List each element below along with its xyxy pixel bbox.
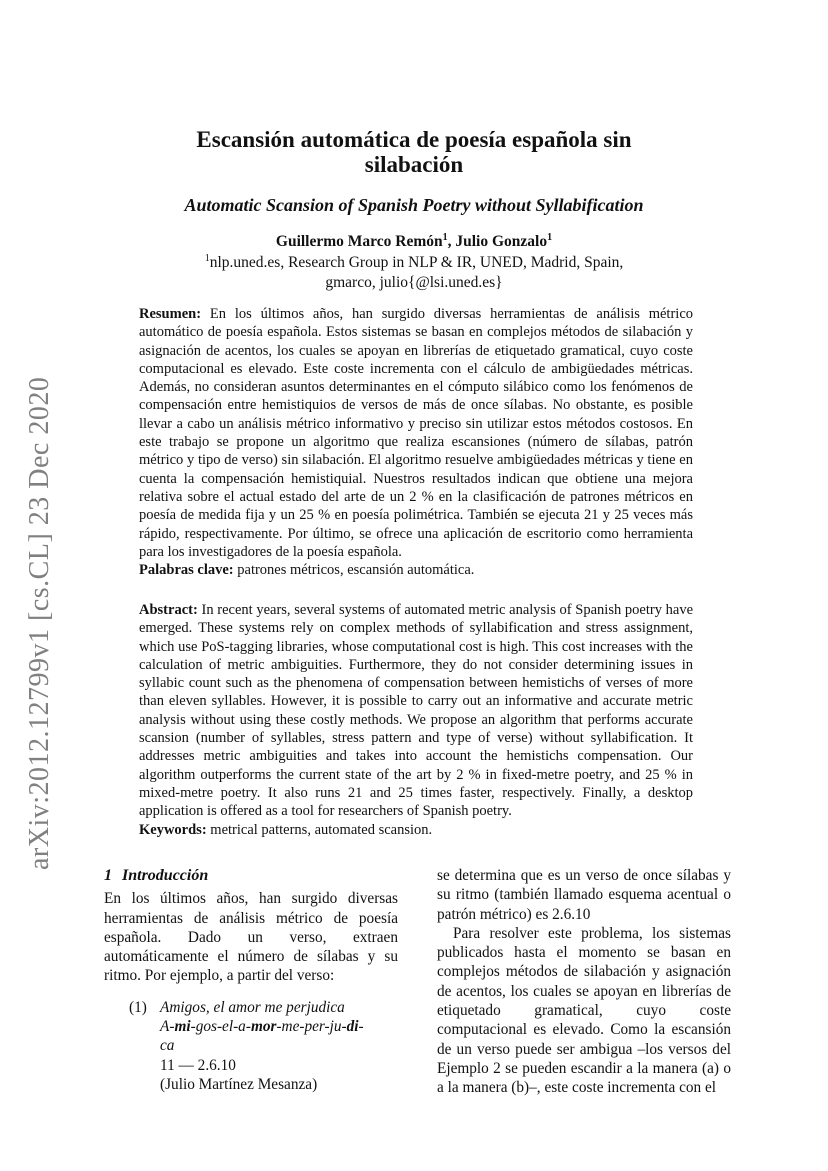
section-title: Introducción (122, 867, 209, 884)
section-heading (104, 866, 398, 885)
stressed-syllable: mi (174, 1018, 191, 1036)
right-paragraph-2: Para resolver este problema, los sistemas publicados hasta el momento se basan en complejos métodos de silabación y asignación de acentos, los cuales se apoyan en librerías de etiquetado gramatical, cuyo coste computacional es elevado. Como la escansión de un verso puede ser ambigua –los versos del Ejemplo 2 se pueden escandir a la manera (a) o a la manera (b)–, este coste incrementa con el (437, 924, 731, 1097)
intro-paragraph: En los últimos años, han surgido diversas herramientas de análisis métrico de poesía española. Dado un verso, extraen automáticamente el número de sílabas y su ritmo. Por ejemplo, a partir del verso: (104, 890, 398, 985)
stressed-syllable: mor (250, 1018, 277, 1036)
abstract-label: Abstract: (139, 602, 198, 618)
abstract-text: In recent years, several systems of automated metric analysis of Spanish poetry have emerged. These systems rely on complex methods of syllabification and stress assignment, which use PoS-tagging libraries, whose computational cost is high. This cost increases with the calculation of metric ambiguities. Furthermore, they do not consider determining issues in syllabic count such as the phenomena of compensation between hemistichs of verses of more than eleven syllables. However, it is possible to carry out an informative and accurate metric analysis without using these costly methods. We propose an algorithm that performs accurate scansion (number of syllables, stress pattern and type of verse) without syllabification. It addresses metric ambiguities and takes into account the hemistichs compensation. Our algorithm outperforms the current state of the art by 2 % in fixed-metre poetry, and 25 % in mixed-metre poetry. It also runs 21 and 25 times faster, respectively. Finally, a desktop application is offered as a tool for researchers of Spanish poetry. (139, 602, 694, 820)
title-line-1: Escansión automática de poesía española sin (196, 127, 632, 152)
resumen-paragraph (139, 305, 693, 561)
palabras-clave-label: Palabras clave: (139, 562, 234, 579)
author-name: Guillermo Marco Remón (275, 233, 443, 250)
author-name: Julio Gonzalo (455, 233, 548, 250)
author-affiliation-mark: 1 (442, 231, 448, 243)
example-author: (Julio Martínez Mesanza) (160, 1075, 318, 1093)
example-1 (104, 998, 398, 1094)
example-metric: 11 — 2.6.10 (160, 1056, 236, 1074)
abstract-block (139, 601, 693, 839)
arxiv-identifier: arXiv:2012.12799v1 [cs.CL] 23 Dec 2020 (24, 376, 55, 870)
author-list (0, 233, 828, 251)
paper-subtitle-english: Automatic Scansion of Spanish Poetry without Syllabification (184, 195, 644, 215)
syllable-segment: -gos-el-a- (190, 1018, 251, 1036)
affiliation-emails: gmarco, julio{@lsi.uned.es} (325, 274, 503, 291)
resumen-text: En los últimos años, han surgido diversas herramientas de análisis métrico automático de poesía española. Estos sistemas se basan en complejos métodos de silabación y asignación de acentos, los cuales se apoyan en librerías de etiquetado gramatical, cuyo coste computacional es elevado. Este coste incrementa con el cálculo de ambigüedades métricas. Además, no consideran asuntos determinantes en el cómputo silábico como los fenómenos de compensación entre hemistiquios de versos de más de once sílabas. No obstante, es posible llevar a cabo un análisis métrico informativo y preciso sin utilizar estos métodos costosos. En este trabajo se propone un algoritmo que realiza escansiones (número de sílabas, patrón métrico y tipo de verso) sin silabación. El algoritmo resuelve ambigüedades métricas y tiene en cuenta la compensación hemistiquial. Nuestros resultados indican que obtiene una mejora relativa sobre el actual estado del arte de un 2 % en la clasificación de patrones métricos en poesía de medida fija y un 25 % en poesía polimétrica. También se ejecuta 21 y 25 veces más rápido, respectivamente. Por último, se ofrece una aplicación de escritorio como herramienta para los investigadores de la poesía española. (139, 306, 693, 560)
title-line-2: silabación (364, 152, 464, 177)
right-column (437, 866, 731, 1098)
example-number: (1) (129, 998, 147, 1016)
resumen-label: Resumen: (139, 306, 202, 322)
stressed-syllable: di (346, 1018, 359, 1036)
syllable-segment: -me-per-ju- (276, 1018, 347, 1036)
syllable-segment: - (358, 1018, 364, 1036)
section-number: 1 (104, 867, 112, 884)
example-verse: Amigos, el amor me perjudica (160, 998, 345, 1016)
resumen-block (139, 305, 693, 579)
author-affiliation-mark: 1 (547, 231, 553, 243)
affiliation-line: nlp.uned.es, Research Group in NLP & IR, UNED, Madrid, Spain, (209, 254, 624, 271)
abstract-paragraph (139, 601, 693, 821)
paper-title (0, 127, 828, 177)
palabras-clave (139, 561, 693, 579)
example-syllabification-cont: ca (160, 1037, 175, 1055)
keywords (139, 821, 693, 839)
author-separator: , (447, 233, 456, 250)
keywords-text: metrical patterns, automated scansion. (210, 821, 433, 838)
right-paragraph-1: se determina que es un verso de once sílabas y su ritmo (también llamado esquema acentual o patrón métrico) es 2.6.10 (437, 867, 731, 923)
example-syllabification (160, 1017, 398, 1036)
left-column (104, 866, 398, 1094)
keywords-label: Keywords: (139, 821, 207, 838)
affiliation-mark: 1 (204, 252, 210, 264)
affiliation (0, 253, 828, 293)
syllable-segment: A- (160, 1018, 175, 1036)
palabras-clave-text: patrones métricos, escansión automática. (237, 562, 475, 579)
